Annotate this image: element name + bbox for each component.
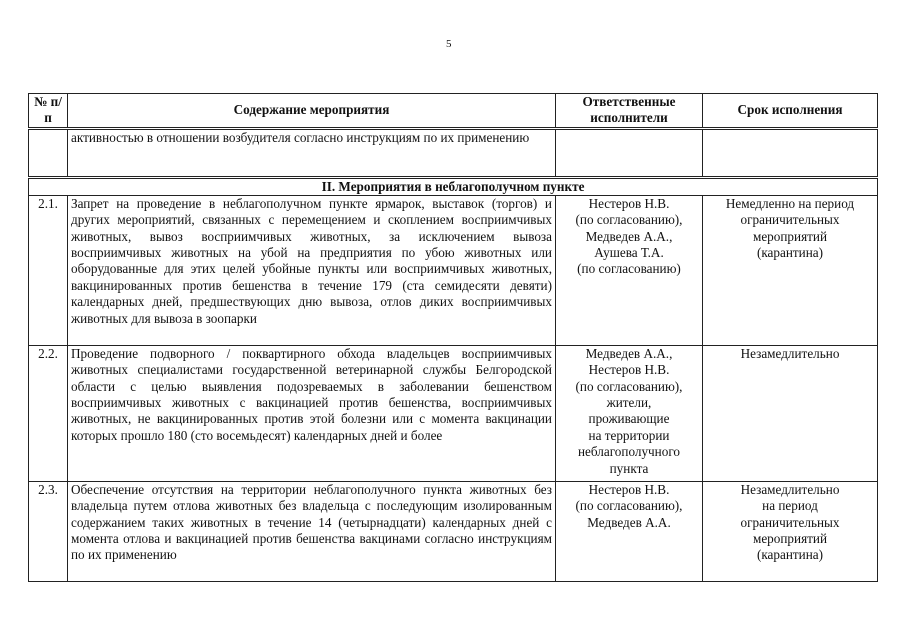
row-deadline: Незамедлительно: [703, 345, 878, 481]
continuation-number-cell: [29, 128, 68, 177]
continuation-content-cell: активностью в отношении возбудителя согласно инструкциям по их применению: [68, 128, 556, 177]
continuation-responsible-cell: [556, 128, 703, 177]
header-deadline: Срок исполнения: [703, 94, 878, 129]
row-responsible: Нестеров Н.В. (по согласованию), Медведев А.А., Аушева Т.А. (по согласованию): [556, 195, 703, 345]
row-deadline: Немедленно на период ограничительных мероприятий (карантина): [703, 195, 878, 345]
row-deadline: Незамедлительно на период ограничительных мероприятий (карантина): [703, 481, 878, 581]
row-content: Обеспечение отсутствия на территории неблагополучного пункта животных без владельца путем отлова животных без владельца с последующим изолированным содержанием таких животных в течение 14 (четырнадцати) календарных дней с момента отлова и вакцинацией против бешенства вакцинами согласно инструкциям по их применению: [68, 481, 556, 581]
header-responsible: Ответственные исполнители: [556, 94, 703, 129]
table-header-row: [29, 94, 878, 129]
table-row: [29, 195, 878, 345]
table-row: [29, 345, 878, 481]
row-number: 2.1.: [29, 195, 68, 345]
table-row: [29, 481, 878, 581]
header-content: Содержание мероприятия: [68, 94, 556, 129]
header-number: № п/п: [29, 94, 68, 129]
row-number: 2.3.: [29, 481, 68, 581]
row-content: Проведение подворного / поквартирного обхода владельцев восприимчивых животных специалистами государственной ветеринарной службы Белгородской области с целью выявления подозреваемых в заболевании бешенством восприимчивых животных с вакцинацией против бешенства, восприимчивых животных, не вакцинированных против этой болезни или с момента вакцинации которых прошло 180 (сто восемьдесят) календарных дней и более: [68, 345, 556, 481]
row-number: 2.2.: [29, 345, 68, 481]
row-content: Запрет на проведение в неблагополучном пункте ярмарок, выставок (торгов) и других мероприятий, связанных с перемещением и скоплением восприимчивых животных, вывоз восприимчивых животных, за исключением вывоза восприимчивых животных на убой на предприятия по убою животных или оборудованные для этих целей убойные пункты или восприимчивых животных, вакцинированных против бешенства в течение 179 (ста семидесяти девяти) календарных дней, предшествующих дню вывоза, отлов диких восприимчивых животных для вывоза в зоопарки: [68, 195, 556, 345]
section-row: [29, 177, 878, 195]
row-responsible: Медведев А.А., Нестеров Н.В. (по согласованию), жители, проживающие на территории неблагополучного пункта: [556, 345, 703, 481]
page-number: 5: [446, 38, 452, 50]
continuation-row: [29, 128, 878, 177]
measures-table: [28, 93, 878, 582]
continuation-deadline-cell: [703, 128, 878, 177]
row-responsible: Нестеров Н.В. (по согласованию), Медведев А.А.: [556, 481, 703, 581]
section-title: II. Мероприятия в неблагополучном пункте: [29, 177, 878, 195]
